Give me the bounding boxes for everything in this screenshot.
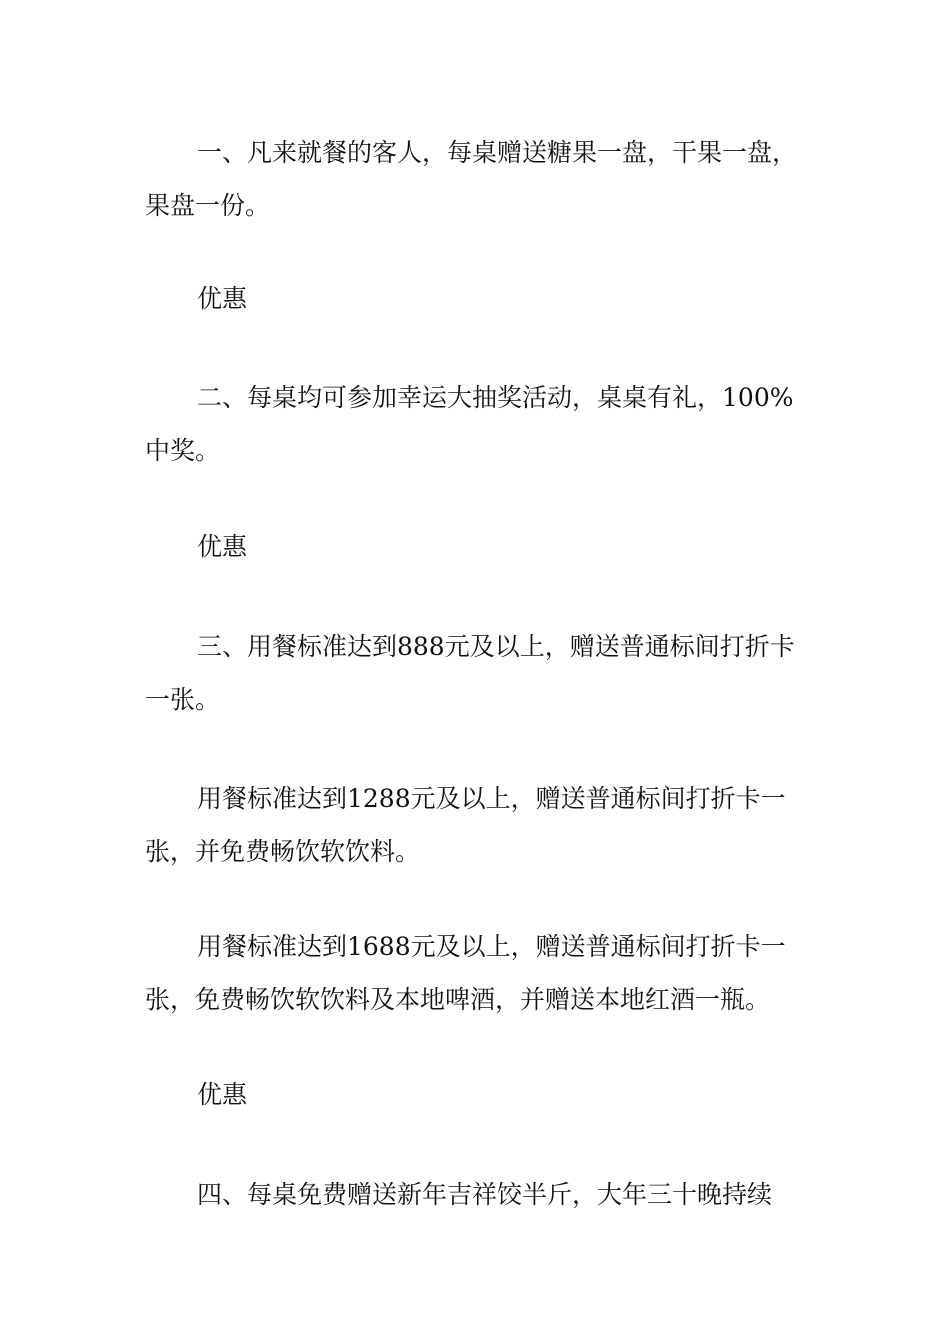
paragraph-6: 四、每桌免费赠送新年吉祥饺半斤，大年三十晚持续 xyxy=(197,1180,773,1209)
section-heading-2: 优惠 xyxy=(197,532,248,561)
paragraph-3: 三、用餐标准达到888元及以上，赠送普通标间打折卡一张。 xyxy=(145,632,795,714)
paragraph-4: 用餐标准达到1288元及以上，赠送普通标间打折卡一张，并免费畅饮软饮料。 xyxy=(145,784,786,866)
paragraph-1: 一、凡来就餐的客人，每桌赠送糖果一盘，干果一盘，果盘一份。 xyxy=(145,138,798,220)
section-heading-3: 优惠 xyxy=(197,1080,248,1109)
paragraph-2: 二、每桌均可参加幸运大抽奖活动，桌桌有礼，100%中奖。 xyxy=(145,383,794,465)
section-heading-1: 优惠 xyxy=(197,284,248,313)
paragraph-5: 用餐标准达到1688元及以上，赠送普通标间打折卡一张，免费畅饮软饮料及本地啤酒，并赠送本地红酒一瓶。 xyxy=(145,932,786,1014)
